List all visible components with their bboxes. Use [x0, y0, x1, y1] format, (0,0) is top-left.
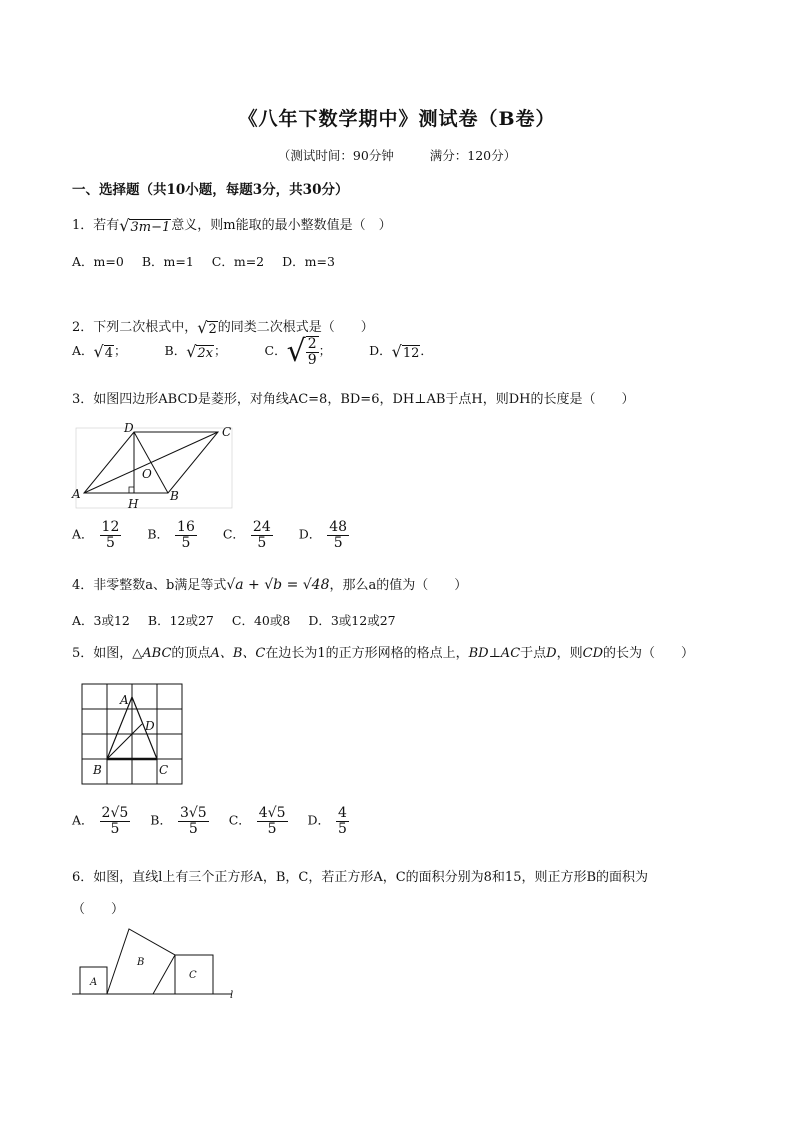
q5-triangle: △ABC: [132, 646, 172, 661]
q2-label-b: B．: [164, 343, 187, 358]
q3-label-a: A: [72, 487, 81, 501]
q5-label-b: B: [93, 763, 102, 777]
q5-option-d: [308, 806, 349, 836]
q3-option-d: [299, 520, 349, 550]
q4-option-b: B．12或27: [147, 613, 214, 628]
question-4: [72, 574, 467, 593]
q3-label-opt-a: A．: [72, 526, 94, 542]
q1-radical: √3m−1: [119, 216, 171, 235]
q2-label-a: A．: [72, 343, 94, 358]
q2-a-radicand: 4: [104, 346, 114, 361]
q5-label-opt-c: C．: [228, 812, 251, 828]
q2-radical: √2: [197, 318, 217, 337]
q2-label-c: C．: [264, 343, 287, 358]
q6-label-c: C: [189, 970, 197, 981]
question-5: [72, 642, 694, 661]
q5-d: D: [546, 646, 557, 661]
q2-a-radical: √4: [93, 342, 114, 361]
q3-label-o: O: [142, 467, 152, 481]
q3-label-opt-d: D．: [298, 526, 322, 542]
q2-option-d: [369, 341, 433, 361]
q5-a-num: 2√5: [101, 805, 129, 821]
q2-radicand: 2: [208, 322, 217, 337]
q5-mid1: 的顶点: [171, 646, 211, 661]
q3-options: [72, 520, 349, 550]
q2-options: [72, 334, 433, 369]
q1-prefix: 1．若有: [72, 218, 120, 233]
q2-c-sep: ；: [318, 343, 332, 358]
q5-a-den: 5: [110, 820, 120, 837]
q3-right-angle-mark: [129, 487, 134, 493]
q6-label-a: A: [90, 977, 98, 988]
q2-a-sep: ；: [114, 343, 127, 358]
q2-c-den: 9: [307, 351, 317, 368]
q6-label-b: B: [137, 957, 145, 968]
subtitle: [0, 146, 794, 164]
q5-mid4: ，则: [556, 646, 583, 661]
q5-c-den: 5: [267, 820, 277, 837]
q3-label-opt-c: C．: [222, 526, 245, 542]
q2-c-num: 2: [307, 335, 317, 352]
q2-b-radical: √2x: [186, 342, 214, 361]
q3-rhombus-figure: [72, 420, 242, 512]
q4-option-c: C．40或8: [231, 613, 291, 628]
q3-b-den: 5: [181, 534, 191, 551]
q3-label-d: D: [124, 421, 134, 435]
q6-label-l: l: [230, 990, 234, 1001]
question-1: [72, 214, 392, 235]
q2-d-end: ．: [420, 343, 433, 358]
q5-label-d: D: [145, 719, 155, 733]
q4-text: 4．非零整数a、b满足等式: [72, 578, 227, 593]
q3-a-num: 12: [101, 519, 120, 535]
q2-option-b: [165, 341, 227, 361]
question-6-cont: （ ）: [72, 902, 125, 917]
q5-bd: BD⊥AC: [468, 646, 521, 661]
test-time: （测试时间：90分钟: [277, 148, 394, 163]
q2-d-radical: √12: [391, 342, 420, 361]
q5-grid-figure: [82, 684, 182, 784]
q5-c-num: 4√5: [258, 805, 286, 821]
q3-b-num: 16: [177, 519, 195, 535]
q1-option-d: D．m=3: [282, 254, 335, 269]
q5-options: [72, 806, 349, 836]
q5-label-opt-a: A．: [72, 812, 94, 828]
q1-option-a: A．m=0: [72, 254, 124, 269]
q4-options: [72, 611, 414, 629]
q1-option-b: B．m=1: [141, 254, 194, 269]
q1-option-c: C．m=2: [211, 254, 265, 269]
q1-suffix: 意义，则m能取的最小整数值是（ ）: [171, 218, 392, 233]
q1-radicand: 3m−1: [130, 220, 171, 235]
q4-suffix: ，那么a的值为（ ）: [329, 578, 468, 593]
q5-label-opt-b: B．: [150, 812, 172, 828]
q5-d-num: 4: [338, 805, 347, 821]
q2-option-c: [265, 334, 332, 369]
q3-label-b: B: [170, 489, 179, 503]
q5-label-c: C: [159, 763, 169, 777]
section-heading: 一、选择题（共10小题，每题3分，共30分）: [72, 182, 349, 198]
q4-equation: √a + √b = √48: [226, 577, 330, 593]
q5-end: 的长为（ ）: [603, 646, 695, 661]
q3-a-den: 5: [105, 534, 115, 551]
q5-d-den: 5: [338, 820, 347, 837]
q5-prefix: 5．如图，: [72, 646, 133, 661]
q3-label-c: C: [222, 425, 232, 439]
q2-b-radicand: 2x: [197, 346, 214, 361]
q2-c-radical: √ $\frac{2}{9}$: [286, 334, 317, 369]
q4-option-a: A．3或12: [72, 613, 130, 628]
q5-mid2: 在边长为1的正方形网格的格点上，: [265, 646, 469, 661]
q1-options: [72, 252, 353, 270]
q5-option-b: [150, 806, 208, 836]
q5-segment-bd: [107, 724, 142, 759]
q4-option-d: D．3或12或27: [308, 613, 396, 628]
q5-mid3: 于点: [520, 646, 547, 661]
q3-diagonal-bd: [134, 432, 168, 493]
q2-d-radicand: 12: [402, 346, 420, 361]
q2-label-d: D．: [369, 343, 392, 358]
q5-label-a: A: [120, 693, 129, 707]
q3-option-a: [72, 520, 121, 550]
q3-c-num: 24: [252, 519, 271, 535]
question-6: 6．如图，直线l上有三个正方形A，B，C，若正方形A，C的面积分别为8和15，则正方形B的面积为: [72, 870, 649, 885]
q3-c-den: 5: [257, 534, 267, 551]
q3-option-c: [223, 520, 273, 550]
full-score: 满分：120分）: [429, 148, 517, 163]
q3-d-den: 5: [333, 534, 343, 551]
q2-option-a: [72, 341, 127, 361]
q5-option-c: [229, 806, 288, 836]
page-title: 《八年下数学期中》测试卷（B卷）: [238, 108, 556, 130]
q3-label-h: H: [128, 497, 139, 511]
q3-option-b: [147, 520, 197, 550]
q2-suffix: 的同类二次根式是（ ）: [217, 320, 374, 335]
q5-b-num: 3√5: [179, 805, 207, 821]
q5-b-den: 5: [188, 820, 198, 837]
q3-d-num: 48: [329, 519, 348, 535]
q3-label-opt-b: B．: [147, 526, 170, 542]
q5-label-opt-d: D．: [307, 812, 331, 828]
q2-prefix: 2．下列二次根式中，: [72, 320, 198, 335]
q5-points: A、B、C: [210, 646, 266, 661]
q5-option-a: [72, 806, 130, 836]
question-3: 3．如图四边形ABCD是菱形，对角线AC=8，BD=6，DH⊥AB于点H，则DH的长度是（ ）: [72, 392, 635, 407]
q2-b-sep: ；: [214, 343, 227, 358]
q6-squares-figure: [72, 926, 242, 1002]
q5-cd: CD: [582, 646, 603, 661]
